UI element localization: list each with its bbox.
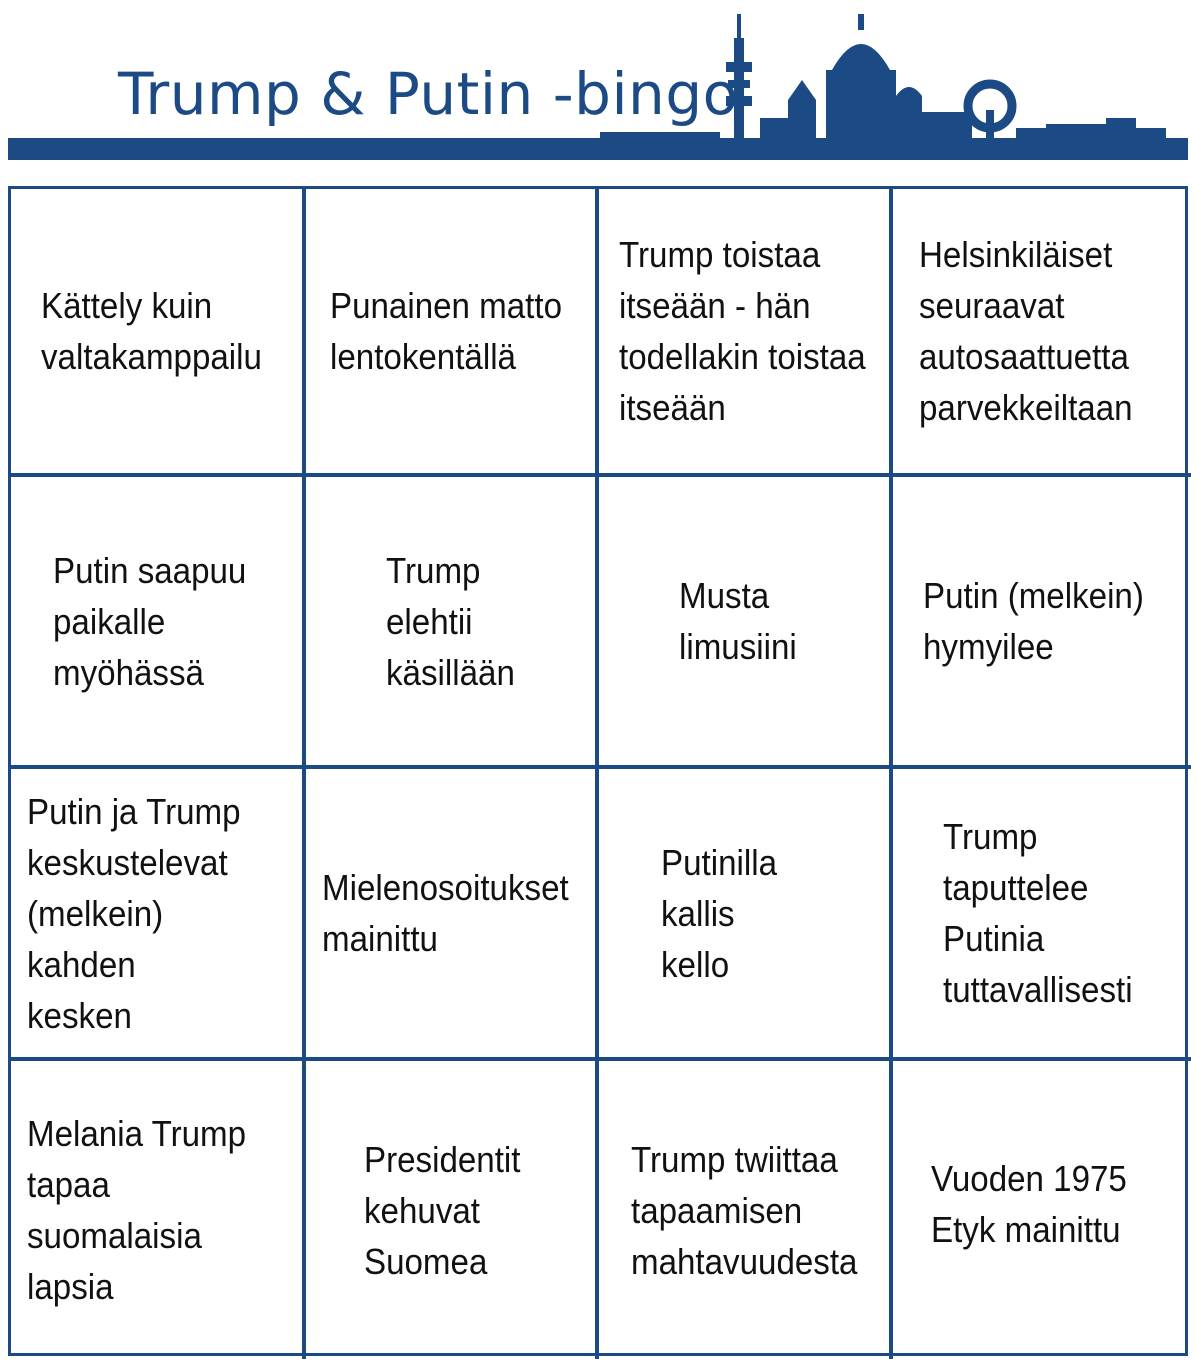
bingo-cell[interactable] <box>893 189 1191 477</box>
bingo-cell[interactable] <box>599 189 893 477</box>
bingo-cell[interactable] <box>11 1061 306 1359</box>
bingo-cell-text: Putin saapuu paikalle myöhässä <box>53 549 247 693</box>
bingo-cell[interactable] <box>306 769 599 1061</box>
bingo-cell-text: Putin (melkein) hymyilee <box>923 575 1144 667</box>
bingo-cell[interactable] <box>11 189 306 477</box>
bingo-cell[interactable] <box>599 477 893 769</box>
bingo-cell-text: Presidentit kehuvat Suomea <box>364 1138 521 1282</box>
bingo-cell-text: Putin ja Trump keskustelevat (melkein) kahden kesken <box>27 790 241 1036</box>
bingo-cell-text: Putinilla kallis kello <box>661 841 777 985</box>
bingo-cell[interactable] <box>893 769 1191 1061</box>
bingo-cell-text: Punainen matto lentokentällä <box>330 285 563 377</box>
bingo-cell[interactable] <box>306 1061 599 1359</box>
bingo-cell-text: Trump taputtelee Putinia tuttavallisesti <box>943 816 1133 1010</box>
bingo-cell-text: Trump elehtii käsillään <box>386 549 515 693</box>
bingo-grid <box>8 186 1188 1356</box>
bingo-cell[interactable] <box>11 477 306 769</box>
bingo-cell[interactable] <box>306 477 599 769</box>
bingo-cell-text: Vuoden 1975 Etyk mainittu <box>931 1158 1127 1250</box>
bingo-cell[interactable] <box>893 477 1191 769</box>
bingo-cell[interactable] <box>599 769 893 1061</box>
header <box>0 0 1199 170</box>
page-title: Trump & Putin -bingo <box>118 60 739 128</box>
bingo-cell[interactable] <box>599 1061 893 1359</box>
bingo-cell-text: Trump twiittaa tapaamisen mahtavuudesta <box>631 1138 858 1282</box>
bingo-cell-text: Helsinkiläiset seuraavat autosaattuetta parvekkeiltaan <box>919 234 1133 428</box>
bingo-cell[interactable] <box>893 1061 1191 1359</box>
bingo-cell[interactable] <box>306 189 599 477</box>
bingo-cell-text: Kättely kuin valtakamppailu <box>41 285 262 377</box>
bingo-cell-text: Melania Trump tapaa suomalaisia lapsia <box>27 1113 247 1307</box>
bingo-cell[interactable] <box>11 769 306 1061</box>
bingo-cell-text: Mielenosoitukset mainittu <box>322 867 569 959</box>
bingo-cell-text: Trump toistaa itseään - hän todellakin toistaa itseään <box>619 234 866 428</box>
bingo-cell-text: Musta limusiini <box>679 575 797 667</box>
